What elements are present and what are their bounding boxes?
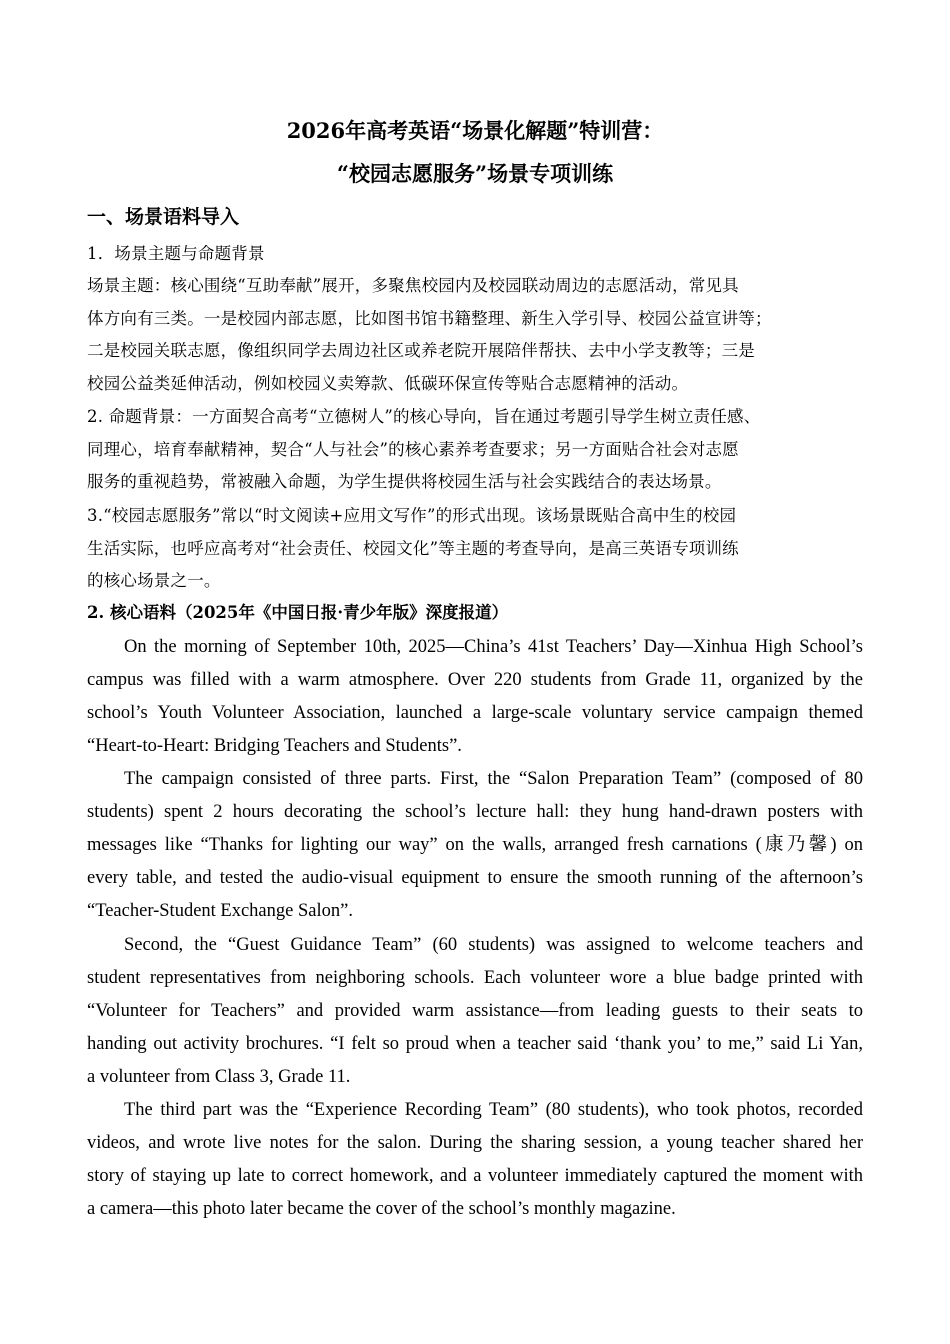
passage-line: handing out activity brochures. “I felt so proud when a teacher said ‘thank you’ to me,” said Li Yan, — [87, 1034, 863, 1054]
passage-line: student representatives from neighboring schools. Each volunteer wore a blue badge printed with — [87, 968, 863, 988]
passage-line: “Heart-to-Heart: Bridging Teachers and Students”. — [87, 736, 462, 756]
paragraph-point-3 — [87, 500, 865, 598]
passage-line: campus was filled with a warm atmosphere. Over 220 students from Grade 11, organized by the — [87, 670, 863, 690]
text-line: 体方向有三类。一是校园内部志愿，比如图书馆书籍整理、新生入学引导、校园公益宣讲等； — [87, 308, 772, 328]
text-line: 同理心，培育奉献精神，契合“人与社会”的核心素养考查要求；另一方面贴合社会对志愿 — [87, 439, 739, 459]
passage-line: On the morning of September 10th, 2025—China’s 41st Teachers’ Day—Xinhua High School’s — [124, 637, 863, 657]
document-title-line-1: 2026年高考英语“场景化解题”特训营： — [286, 118, 664, 143]
subheading-line: 1．场景主题与命题背景 — [87, 244, 265, 263]
passage-line: a volunteer from Class 3, Grade 11. — [87, 1067, 351, 1087]
passage-line: “Volunteer for Teachers” and provided warm assistance—from leading guests to their seats to — [87, 1001, 863, 1021]
text-line: 服务的重视趋势，常被融入命题，为学生提供将校园生活与社会实践结合的表达场景。 — [87, 472, 722, 491]
passage-line: a camera—this photo later became the cover of the school’s monthly magazine. — [87, 1199, 676, 1219]
passage-line: The third part was the “Experience Recording Team” (80 students), who took photos, recorded — [124, 1100, 863, 1120]
passage-line: every table, and tested the audio-visual equipment to ensure the smooth running of the afternoon’s — [87, 868, 863, 888]
passage-paragraph-2 — [87, 763, 863, 928]
core-material-heading: 2. 核心语料（2025年《中国日报·青少年版》深度报道） — [87, 603, 509, 622]
passage-line: Second, the “Guest Guidance Team” (60 students) was assigned to welcome teachers and — [124, 935, 863, 955]
text-line: 2. 命题背景：一方面契合高考“立德树人”的核心导向，旨在通过考题引导学生树立责任感、 — [87, 407, 761, 426]
passage-line: videos, and wrote live notes for the salon. During the sharing session, a young teacher shared her — [87, 1133, 863, 1153]
document-title-line-2: “校园志愿服务”场景专项训练 — [336, 161, 614, 186]
text-line: 的核心场景之一。 — [87, 571, 221, 590]
passage-line: students) spent 2 hours decorating the school’s lecture hall: they hung hand-drawn posters with — [87, 802, 863, 822]
passage-paragraph-4 — [87, 1094, 863, 1226]
text-line: 校园公益类延伸活动，例如校园义卖筹款、低碳环保宣传等贴合志愿精神的活动。 — [87, 373, 689, 393]
text-line: 3.“校园志愿服务”常以“时文阅读+应用文写作”的形式出现。该场景既贴合高中生的校园 — [87, 506, 737, 525]
passage-paragraph-3 — [87, 929, 863, 1094]
passage-line: school’s Youth Volunteer Association, launched a large-scale voluntary service campaign themed — [87, 703, 863, 723]
text-line: 生活实际，也呼应高考对“社会责任、校园文化”等主题的考查导向，是高三英语专项训练 — [87, 538, 739, 558]
passage-line: story of staying up late to correct homework, and a volunteer immediately captured the moment with — [87, 1166, 863, 1186]
section-heading-scene-intro: 一、场景语料导入 — [87, 206, 240, 228]
passage-line: messages like “Thanks for lighting our way” on the walls, arranged fresh carnations (康乃馨) on — [87, 835, 863, 855]
paragraph-proposition-background — [87, 401, 865, 499]
subheading-theme-background — [87, 238, 865, 271]
passage-line: The campaign consisted of three parts. First, the “Salon Preparation Team” (composed of 80 — [124, 769, 863, 789]
passage-paragraph-1 — [87, 631, 863, 763]
passage-line: “Teacher-Student Exchange Salon”. — [87, 901, 353, 921]
paragraph-scene-theme — [87, 270, 865, 400]
text-line: 二是校园关联志愿，像组织同学去周边社区或养老院开展陪伴帮扶、去中小学支教等；三是 — [87, 341, 755, 360]
text-line: 场景主题：核心围绕“互助奉献”展开，多聚焦校园内及校园联动周边的志愿活动，常见具 — [87, 276, 739, 295]
